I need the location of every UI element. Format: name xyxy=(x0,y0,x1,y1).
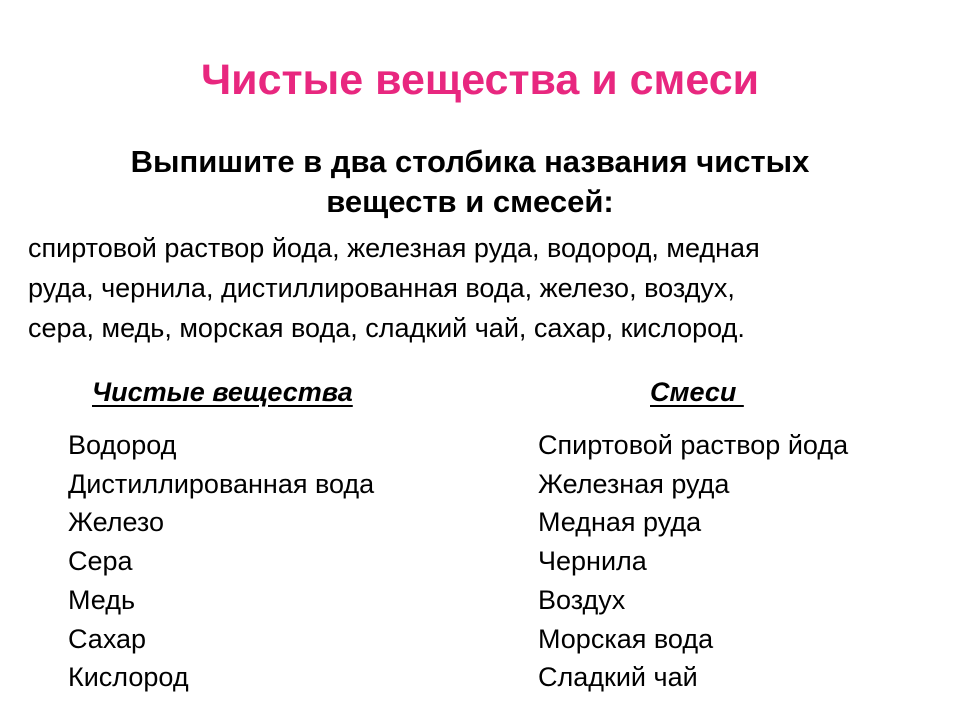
mixtures-header: Смеси xyxy=(650,377,744,407)
items-line: сера, медь, морская вода, сладкий чай, сахар, кислород. xyxy=(28,313,745,343)
list-item: Железная руда xyxy=(538,468,730,499)
list-item: Чернила xyxy=(538,546,647,577)
list-item: Сахар xyxy=(68,623,147,654)
pure-substances-list xyxy=(68,426,374,697)
list-item: Дистиллированная вода xyxy=(68,468,375,499)
list-item: Кислород xyxy=(68,662,189,693)
items-line: руда, чернила, дистиллированная вода, железо, воздух, xyxy=(28,273,735,303)
instruction xyxy=(40,142,900,222)
list-item: Водород xyxy=(68,430,177,460)
instruction-line: веществ и смесей: xyxy=(326,184,614,219)
slide-title: Чистые вещества и смеси xyxy=(200,56,760,104)
list-item: Морская вода xyxy=(538,623,714,654)
items-line: спиртовой раствор йода, железная руда, водород, медная xyxy=(28,233,760,263)
pure-substances-header: Чистые вещества xyxy=(92,377,353,407)
list-item: Медная руда xyxy=(538,507,702,538)
mixtures-list xyxy=(538,426,848,697)
list-item: Медь xyxy=(68,584,136,615)
list-item: Сера xyxy=(68,546,133,577)
list-item: Железо xyxy=(68,507,164,538)
list-item: Спиртовой раствор йода xyxy=(538,430,849,460)
items-paragraph xyxy=(28,228,928,348)
instruction-line: Выпишите в два столбика названия чистых xyxy=(130,144,810,179)
list-item: Воздух xyxy=(538,584,626,615)
list-item: Сладкий чай xyxy=(538,662,698,693)
